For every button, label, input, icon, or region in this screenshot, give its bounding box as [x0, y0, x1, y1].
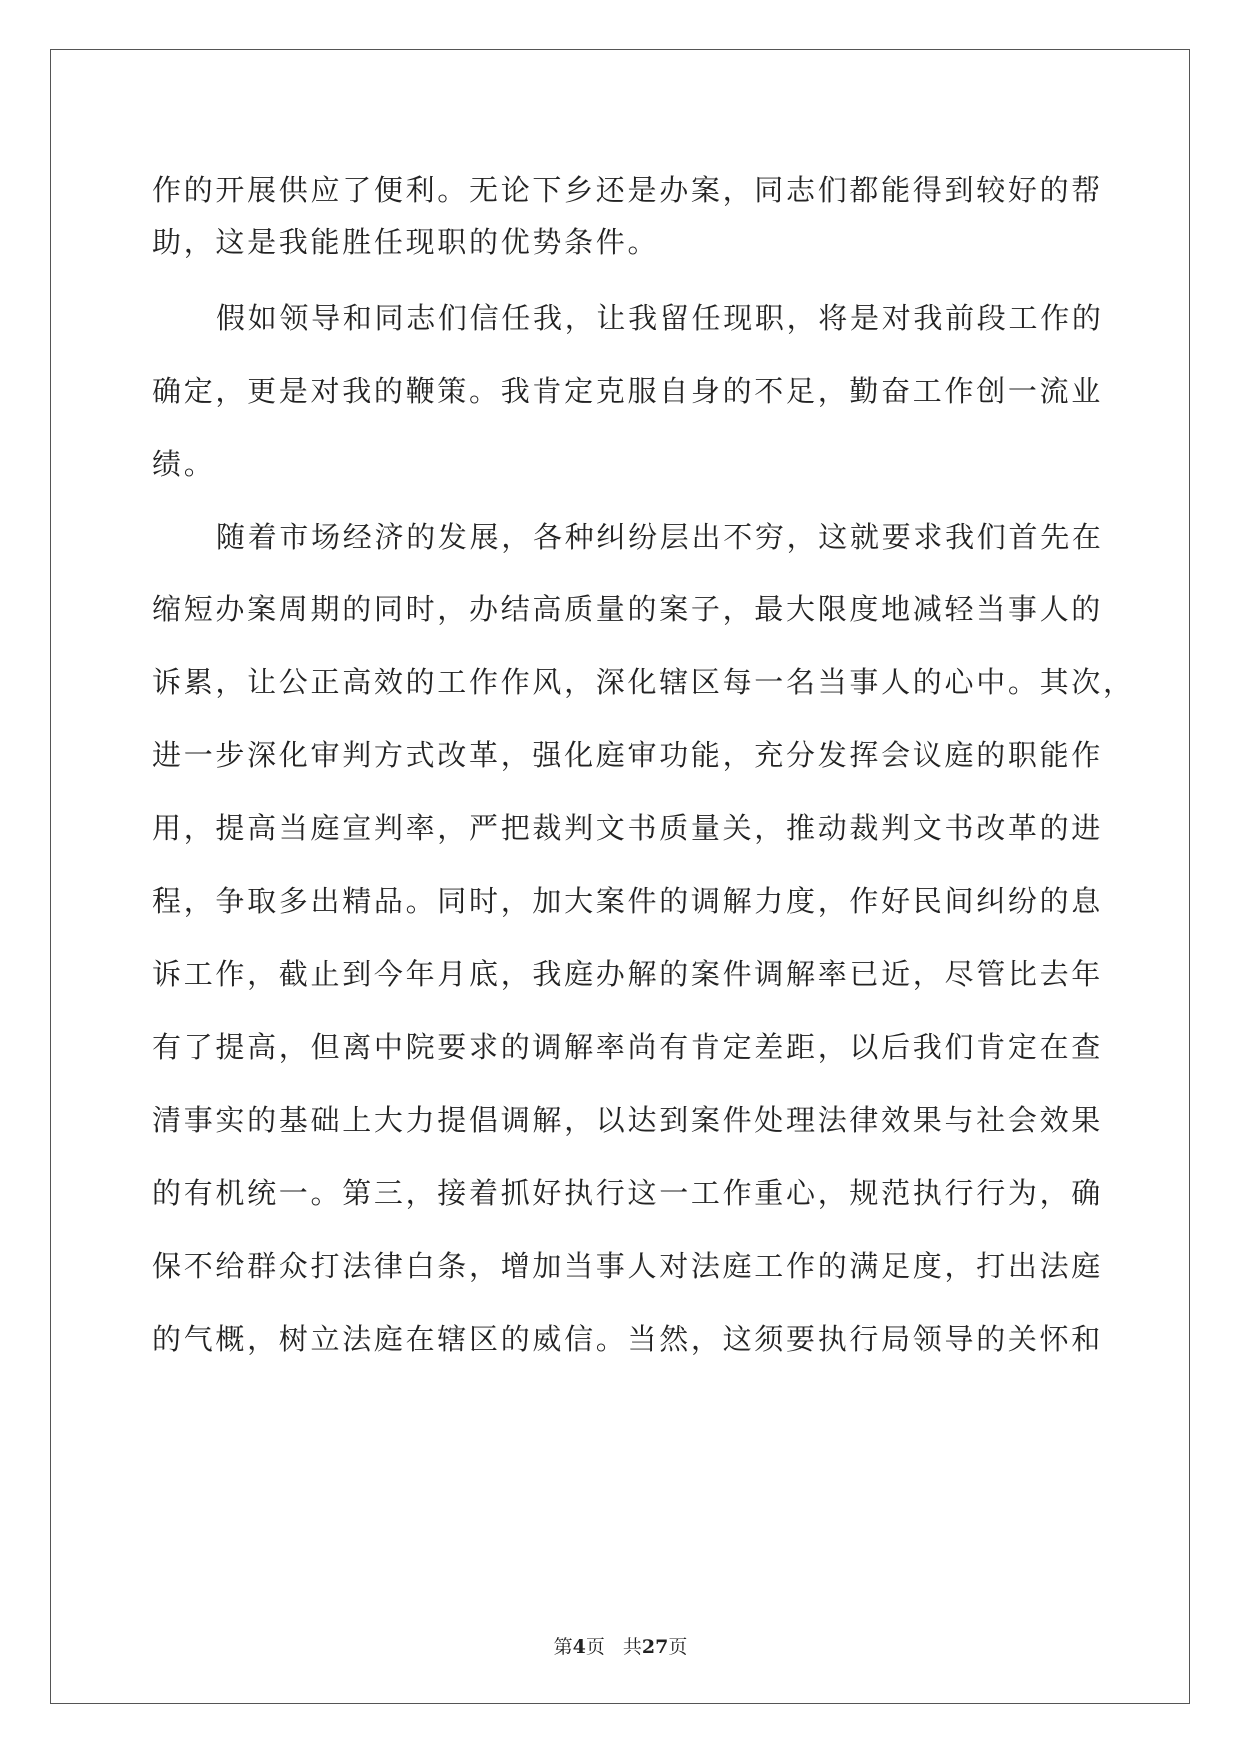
text-line: 确定，更是对我的鞭策。我肯定克服自身的不足，勤奋工作创一流业: [152, 374, 1104, 408]
text-line: 作的开展供应了便利。无论下乡还是办案，同志们都能得到较好的帮: [152, 173, 1104, 207]
text-line: 绩。: [152, 447, 216, 481]
text-line: 诉工作，截止到今年月底，我庭办解的案件调解率已近，尽管比去年: [152, 957, 1104, 991]
page-label: 第: [553, 1636, 573, 1658]
total-suffix: 页: [668, 1636, 688, 1658]
text-line: 进一步深化审判方式改革，强化庭审功能，充分发挥会议庭的职能作: [152, 738, 1104, 772]
text-line: 的有机统一。第三，接着抓好执行这一工作重心，规范执行行为，确: [152, 1176, 1104, 1210]
text-line: 保不给群众打法律白条，增加当事人对法庭工作的满足度，打出法庭: [152, 1249, 1104, 1283]
page-footer: [0, 1632, 1241, 1659]
text-line: 诉累，让公正高效的工作作风，深化辖区每一名当事人的心中。其次，: [152, 665, 1135, 699]
text-line: 程，争取多出精品。同时，加大案件的调解力度，作好民间纠纷的息: [152, 884, 1104, 918]
text-line: 助，这是我能胜任现职的优势条件。: [152, 225, 660, 259]
paragraph-first-line: 随着市场经济的发展，各种纠纷层出不穷，这就要求我们首先在: [216, 520, 1104, 554]
text-line: 的气概，树立法庭在辖区的威信。当然，这须要执行局领导的关怀和: [152, 1322, 1104, 1356]
text-line: 用，提高当庭宣判率，严把裁判文书质量关，推动裁判文书改革的进: [152, 811, 1104, 845]
page-suffix: 页: [585, 1636, 605, 1658]
page-number: 4: [572, 1636, 586, 1658]
total-pages: 27: [641, 1636, 669, 1658]
text-line: 有了提高，但离中院要求的调解率尚有肯定差距，以后我们肯定在查: [152, 1030, 1104, 1064]
text-line: 缩短办案周期的同时，办结高质量的案子，最大限度地减轻当事人的: [152, 592, 1104, 626]
paragraph-first-line: 假如领导和同志们信任我，让我留任现职，将是对我前段工作的: [216, 301, 1104, 335]
total-label: 共: [622, 1636, 642, 1658]
text-line: 清事实的基础上大力提倡调解，以达到案件处理法律效果与社会效果: [152, 1103, 1104, 1137]
